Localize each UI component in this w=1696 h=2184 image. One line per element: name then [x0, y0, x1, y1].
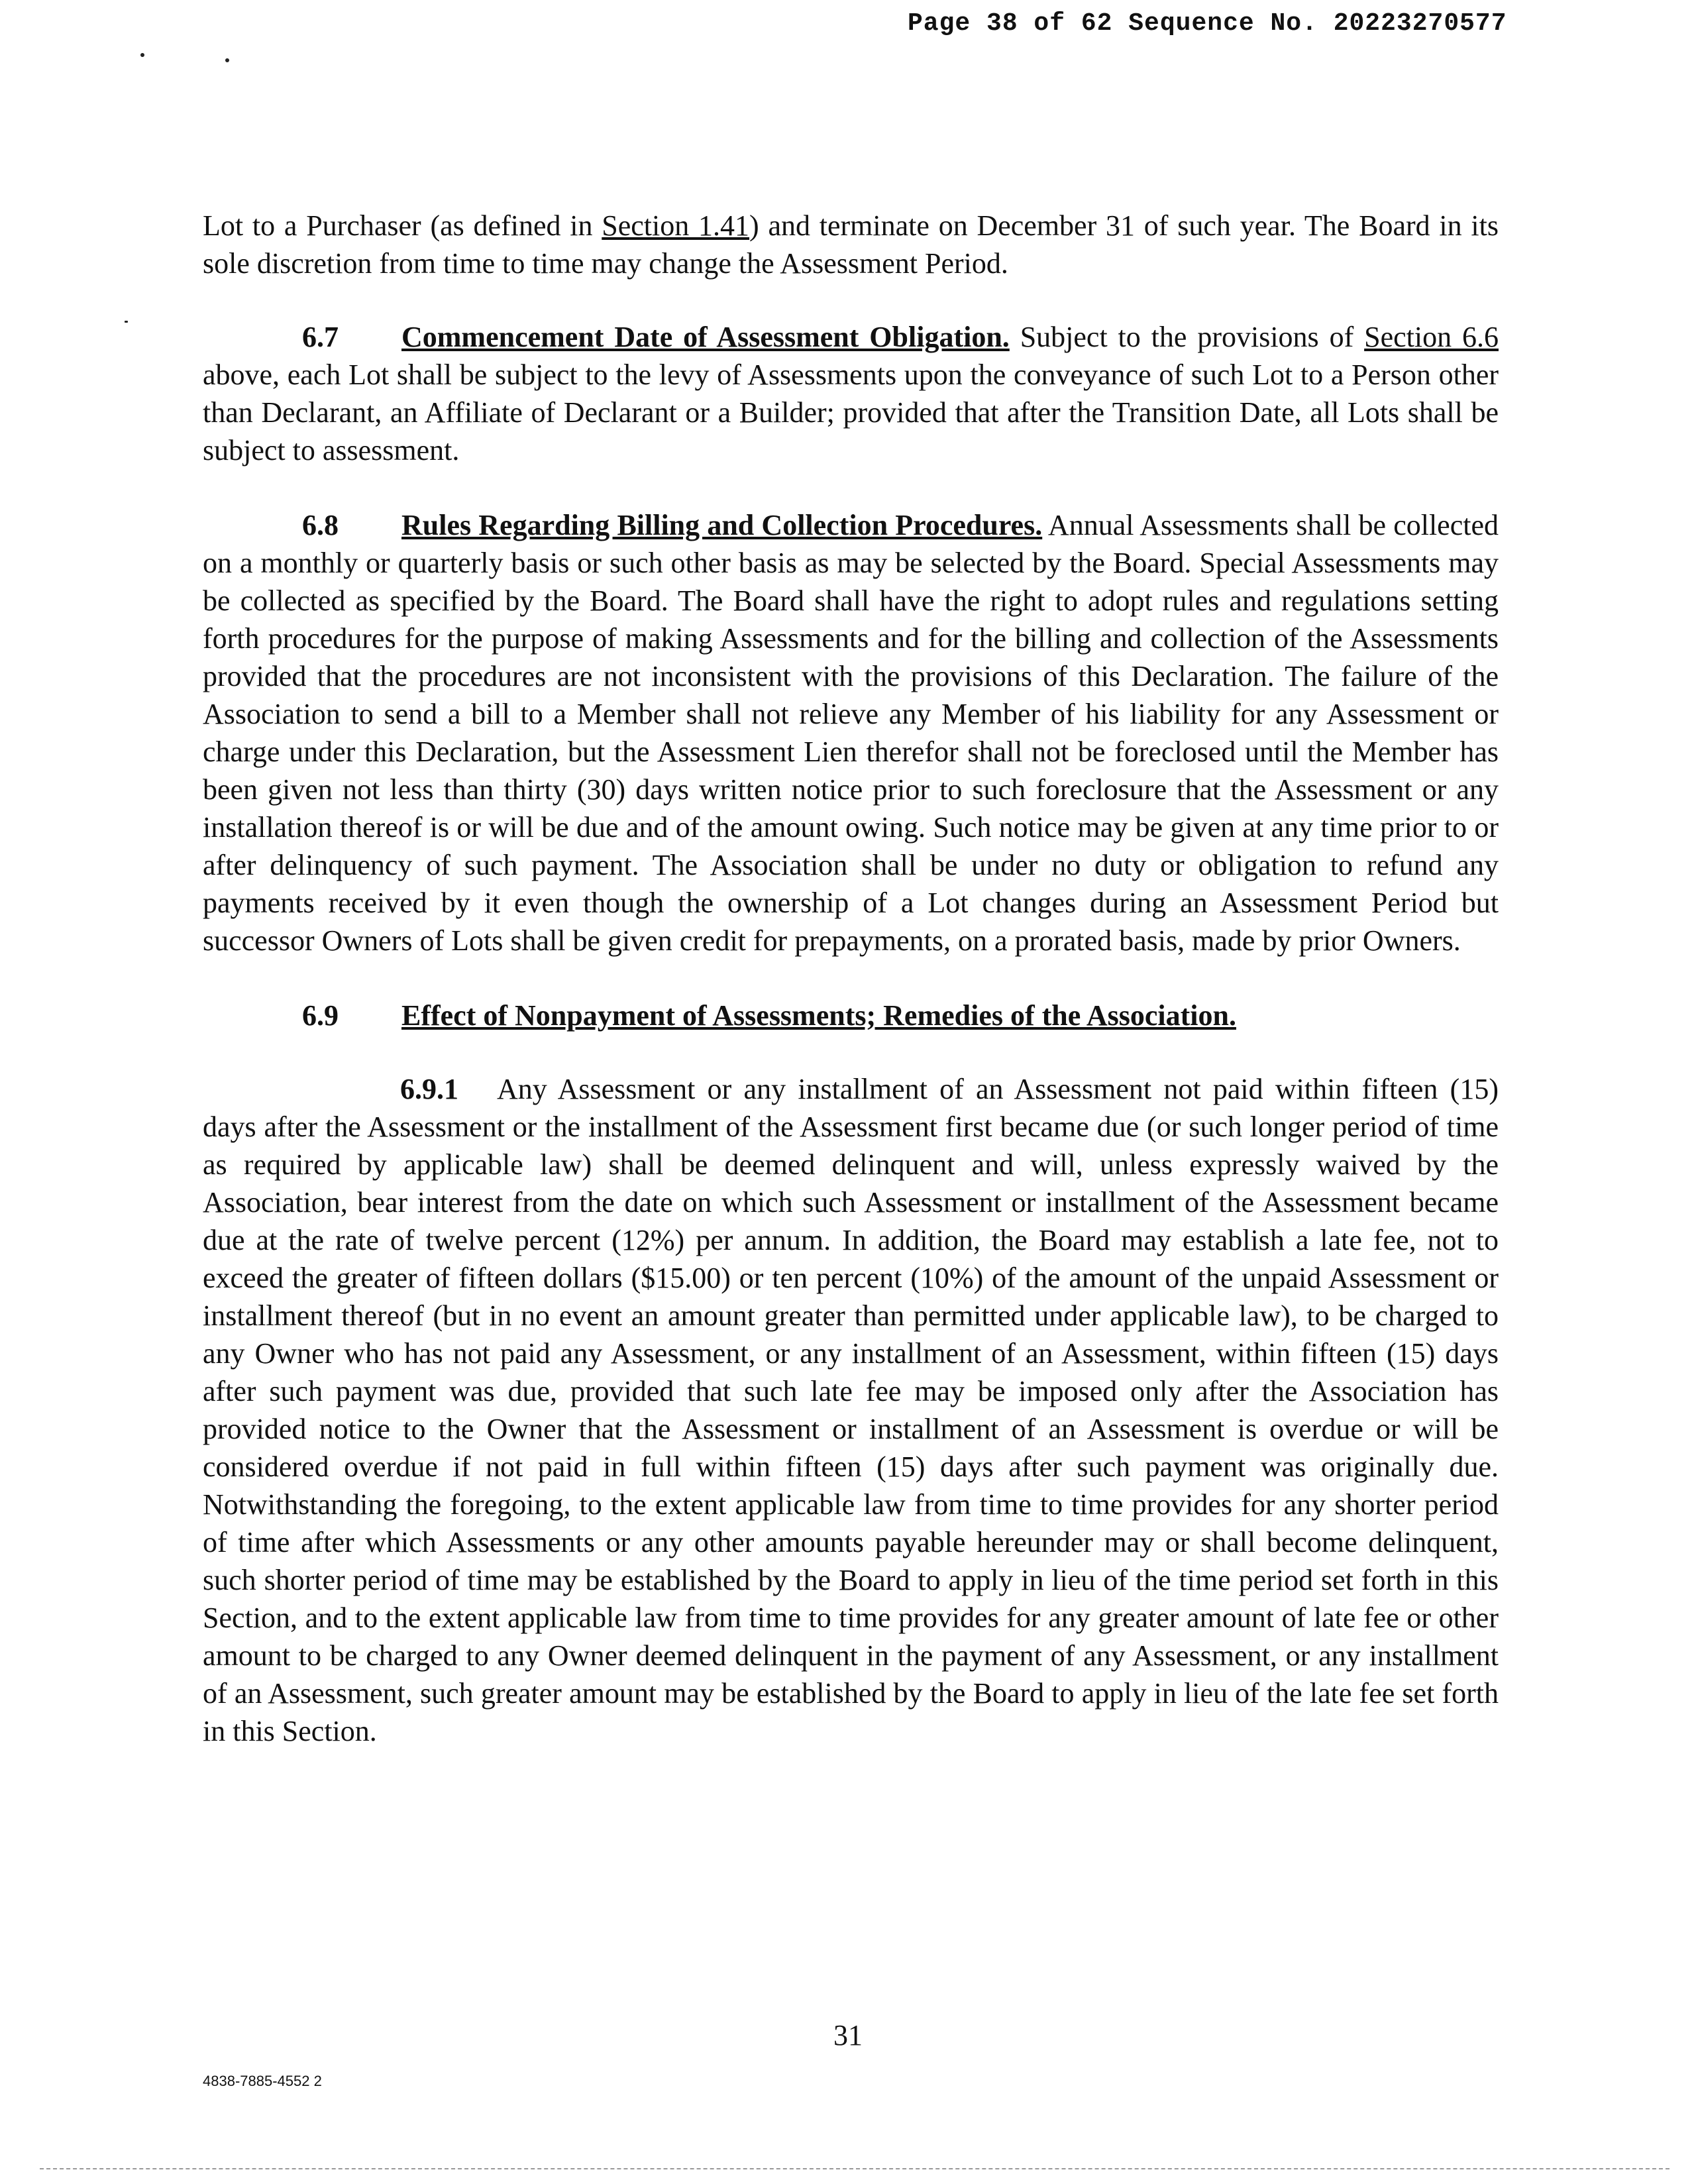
paragraph-text: Subject to the provisions of	[1009, 321, 1365, 353]
section-number: 6.9	[302, 999, 339, 1032]
subsection-number: 6.9.1	[400, 1073, 458, 1105]
section-heading: Commencement Date of Assessment Obligation.	[401, 321, 1010, 353]
section-6-8	[203, 506, 1499, 959]
section-number: 6.8	[302, 509, 339, 541]
page-sequence-header: Page 38 of 62 Sequence No. 20223270577	[908, 9, 1507, 38]
scan-speck	[140, 53, 144, 57]
paragraph-text: Lot to a Purchaser (as defined in	[203, 209, 602, 242]
section-heading: Effect of Nonpayment of Assessments; Remedies of the Association.	[401, 999, 1236, 1032]
document-id: 4838-7885-4552 2	[203, 2073, 322, 2089]
continued-paragraph	[203, 207, 1499, 282]
section-6-9	[203, 997, 1499, 1034]
paragraph-text: Any Assessment or any installment of an Assessment not paid within fifteen (15) days after the Assessment or the installment of the Assessment first became due (or such longer period of time as required by applicable law) shall be deemed delinquent and will, unless expressly waived by the Association, bear interest from the date on which such Assessment or installment of the Assessment became due at the rate of twelve percent (12%) per annum. In addition, the Board may establish a late fee, not to exceed the greater of fifteen dollars ($15.00) or ten percent (10%) of the amount of the unpaid Assessment or installment thereof (but in no event an amount greater than permitted under applicable law), to be charged to any Owner who has not paid any Assessment, or any installment of an Assessment, within fifteen (15) days after such payment was due, provided that such late fee may be imposed only after the Association has provided notice to the Owner that the Assessment or installment of an Assessment is overdue or will be considered overdue if not paid in full within fifteen (15) days after such payment was originally due. Notwithstanding the foregoing, to the extent applicable law from time to time provides for any shorter period of time after which Assessments or any other amounts payable hereunder may or shall become delinquent, such shorter period of time may be established by the Board to apply in lieu of the time period set forth in this Section, and to the extent applicable law from time to time provides for any greater amount of late fee or other amount to be charged to any Owner deemed delinquent in the payment of any Assessment, or any installment of an Assessment, such greater amount may be established by the Board to apply in lieu of the late fee set forth in this Section.	[203, 1073, 1499, 1747]
paragraph-text: Annual Assessments shall be collected on a monthly or quarterly basis or such other basis as may be selected by the Board. Special Assessments may be collected as specified by the Board. The Board shall have the right to adopt rules and regulations setting forth procedures for the purpose of making Assessments and for the billing and collection of the Assessments provided that the procedures are not inconsistent with the provisions of this Declaration. The failure of the Association to send a bill to a Member shall not relieve any Member of his liability for any Assessment or charge under this Declaration, but the Assessment Lien therefor shall not be foreclosed until the Member has been given not less than thirty (30) days written notice prior to such foreclosure that the Assessment or any installation thereof is or will be due and of the amount owing. Such notice may be given at any time prior to or after delinquency of such payment. The Association shall be under no duty or obligation to refund any payments received by it even though the ownership of a Lot changes during an Assessment Period but successor Owners of Lots shall be given credit for prepayments, on a prorated basis, made by prior Owners.	[203, 509, 1499, 957]
footer-divider	[40, 2168, 1670, 2169]
section-reference: Section 1.41	[602, 209, 750, 242]
paragraph-text: above, each Lot shall be subject to the levy of Assessments upon the conveyance of such Lot to a Person other than Declarant, an Affiliate of Declarant or a Builder; provided that after the Transition Date, all Lots shall be subject to assessment.	[203, 358, 1499, 466]
page-number: 31	[833, 2019, 863, 2051]
section-number: 6.7	[302, 321, 339, 353]
section-reference: Section 6.6	[1364, 321, 1499, 353]
paragraph-text: ) and terminate on December 31 of such year. The Board in its sole discretion from time to time may change the Assessment Period.	[203, 209, 1499, 280]
section-heading: Rules Regarding Billing and Collection Procedures.	[401, 509, 1043, 541]
scan-speck	[125, 321, 128, 323]
scan-speck	[225, 58, 229, 62]
document-body	[203, 207, 1499, 1787]
section-6-7	[203, 318, 1499, 469]
subsection-6-9-1	[203, 1070, 1499, 1750]
